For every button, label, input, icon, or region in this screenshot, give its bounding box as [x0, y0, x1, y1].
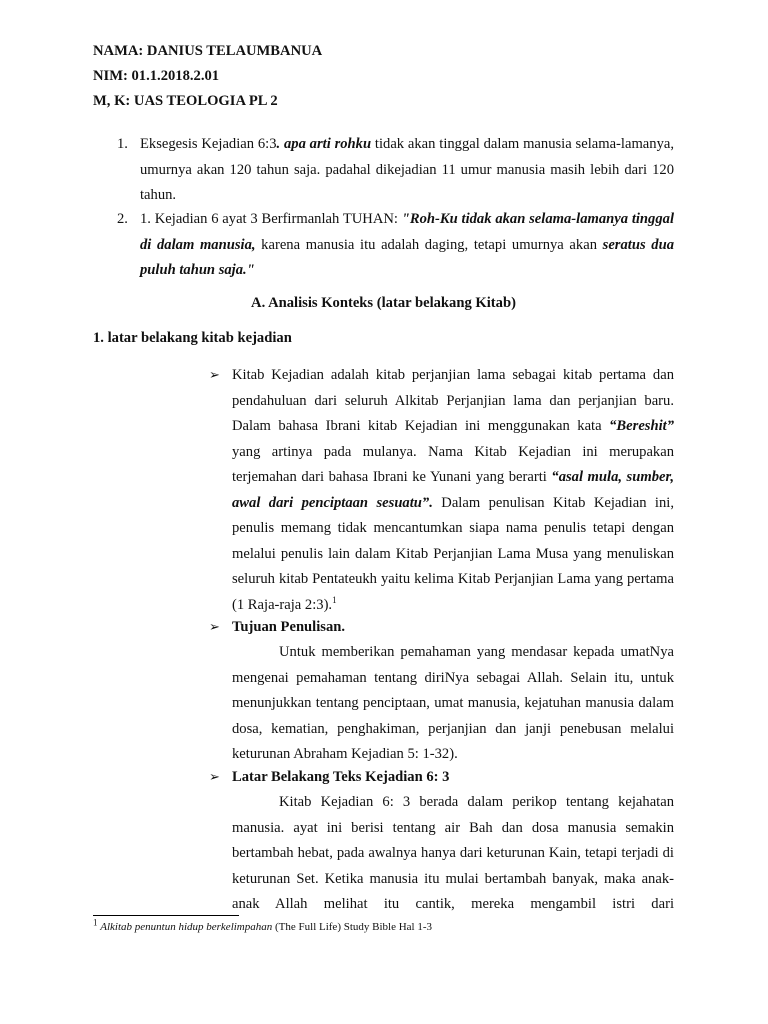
list-item-1	[117, 132, 674, 209]
arrowhead-bullet-icon: ➢	[209, 620, 220, 635]
footnote-separator	[93, 915, 239, 916]
item-text: karena manusia itu adalah daging, tetapi umurnya akan	[255, 236, 603, 253]
footnote-title: Alkitab penuntun hidup berkelimpahan	[100, 921, 273, 933]
footnote-number: 1	[93, 917, 98, 928]
bullet-heading: Tujuan Penulisan.	[232, 619, 346, 635]
bullet-text: Kitab Kejadian adalah kitab perjanjian lama sebagai kitab pertama dan pendahuluan dari seluruh Alkitab Perjanjian lama dan perjanjian baru. Dalam bahasa Ibrani kitab Kejadian ini menggunakan kata	[232, 367, 674, 434]
header-mk: M, K: UAS TEOLOGIA PL 2	[93, 93, 278, 109]
bullet-tujuan-penulisan	[209, 615, 674, 641]
arrowhead-bullet-icon: ➢	[209, 770, 220, 785]
item-text: Eksegesis Kejadian 6:3	[140, 136, 277, 152]
list-number: 1.	[117, 136, 128, 152]
subsection-title: 1. latar belakang kitab kejadian	[93, 330, 292, 346]
paragraph-tujuan: Untuk memberikan pemahaman yang mendasar kepada umatNya mengenai pemahaman tentang diriNya sebagai Allah. Selain itu, untuk menunjukkan tentang penciptaan, umat manusia, kejatuhan manusia dalam dosa, kematian, penghakiman, perjanjian dan janji penebusan melalui keturunan Abraham Kejadian 5: 1-32).	[232, 644, 674, 762]
list-number: 2.	[117, 211, 128, 227]
item-quote-end: seratus dua puluh tahun saja."	[140, 236, 674, 278]
item-emphasis: . apa arti rohku	[276, 136, 372, 152]
paragraph-latar-belakang: Kitab Kejadian 6: 3 berada dalam perikop tentang kejahatan manusia. ayat ini berisi tentang air Bah dan dosa manusia semakin bertambah hebat, pada awalnya hanya dari keturunan Kain, tetapi terjadi di keturunan Set. Ketika manusia itu mulai bertambah banyak, maka anak-anak Allah melihat itu cantik, mereka mengambil istri dari	[232, 794, 674, 912]
bullet-text: yang artinya pada mulanya. Nama Kitab Kejadian ini merupakan terjemahan dari bahasa Ibrani ke Yunani yang berarti	[232, 443, 674, 485]
item-text: 1. Kejadian 6 ayat 3 Berfirmanlah TUHAN:	[140, 211, 402, 227]
footnote	[93, 917, 433, 933]
item-text: tidak akan tinggal dalam manusia selama-lamanya, umurnya akan 120 tahun saja. padahal dikejadian 11 umur manusia masih lebih dari 120 tahun.	[140, 136, 674, 203]
bullet-heading: Latar Belakang Teks Kejadian 6: 3	[232, 769, 450, 785]
bullet-term: “asal mula, sumber, awal dari penciptaan sesuatu”.	[232, 469, 674, 511]
footnote-text: (The Full Life) Study Bible Hal 1-3	[272, 921, 433, 933]
bullet-kitab-kejadian	[209, 363, 674, 618]
section-title: A. Analisis Konteks (latar belakang Kitab)	[251, 295, 516, 311]
bullet-text: Dalam penulisan Kitab Kejadian ini, penulis memang tidak mencantumkan siapa nama penulis tetapi dengan melalui penulis lain dalam Kitab Perjanjian Lama Musa yang menuliskan seluruh kitab Pentateukh yaitu kelima Kitab Perjanjian Lama yang pertama (1 Raja-raja 2:3).	[232, 494, 674, 613]
item-quote: "Roh-Ku tidak akan selama-lamanya tinggal di dalam manusia,	[140, 211, 674, 253]
bullet-latar-belakang	[209, 765, 674, 791]
bullet-term: “Bereshit”	[609, 418, 674, 434]
header-nama: NAMA: DANIUS TELAUMBANUA	[93, 43, 323, 59]
header-nim: NIM: 01.1.2018.2.01	[93, 68, 220, 84]
list-item-2	[117, 207, 674, 284]
footnote-ref: 1	[332, 594, 337, 605]
arrowhead-bullet-icon: ➢	[209, 368, 220, 383]
